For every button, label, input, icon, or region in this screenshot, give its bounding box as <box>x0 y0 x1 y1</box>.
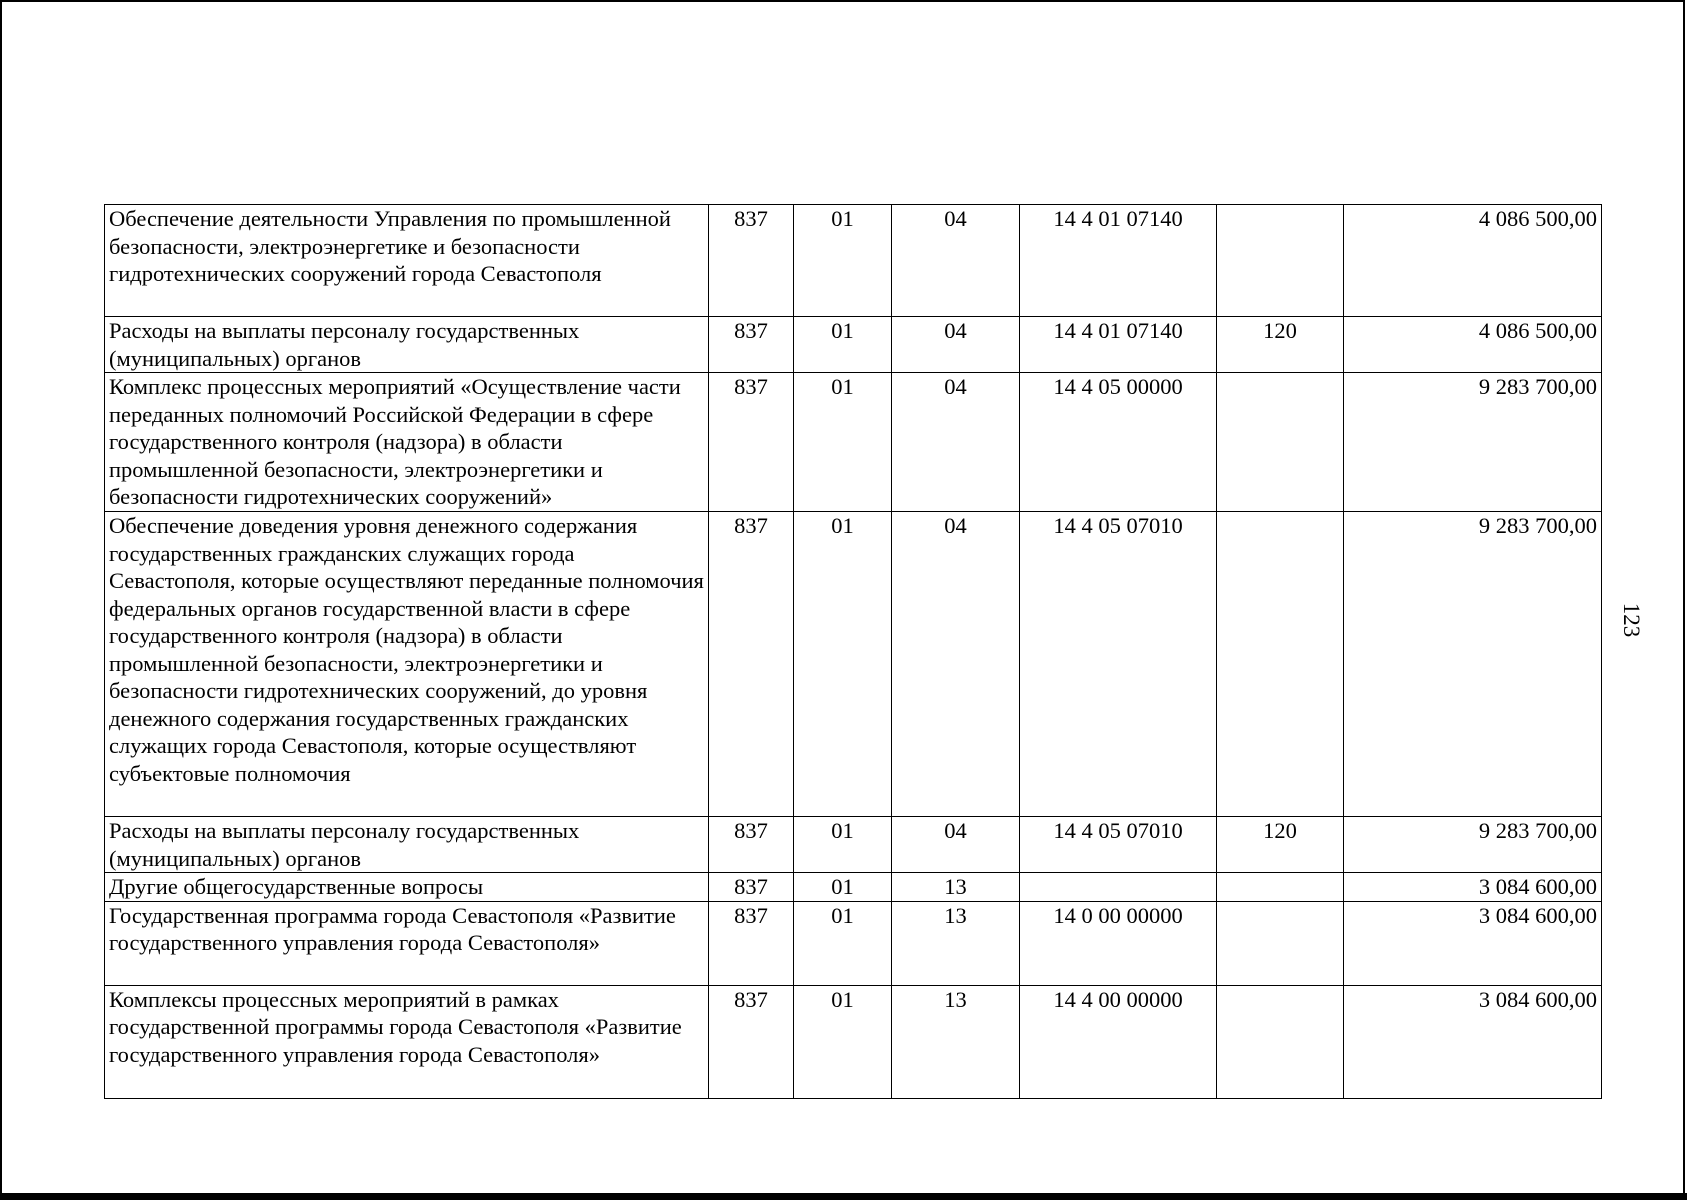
department-code: 837 <box>709 317 794 373</box>
expense-type-code <box>1217 985 1344 1098</box>
subsection-code: 04 <box>892 317 1020 373</box>
department-code: 837 <box>709 985 794 1098</box>
expense-type-code <box>1217 873 1344 902</box>
table-row <box>105 317 1602 373</box>
amount: 4 086 500,00 <box>1344 317 1602 373</box>
section-code: 01 <box>794 205 892 317</box>
table-row <box>105 205 1602 317</box>
target-article-code <box>1020 873 1217 902</box>
department-code: 837 <box>709 873 794 902</box>
target-article-code: 14 4 01 07140 <box>1020 317 1217 373</box>
subsection-code: 04 <box>892 205 1020 317</box>
target-article-code: 14 4 05 07010 <box>1020 512 1217 817</box>
subsection-code: 04 <box>892 512 1020 817</box>
amount: 9 283 700,00 <box>1344 373 1602 512</box>
department-code: 837 <box>709 373 794 512</box>
amount: 4 086 500,00 <box>1344 205 1602 317</box>
row-name: Обеспечение деятельности Управления по промышленной безопасности, электроэнергетике и безопасности гидротехнических сооружений города Севастополя <box>105 205 709 317</box>
expense-type-code: 120 <box>1217 317 1344 373</box>
row-name: Комплексы процессных мероприятий в рамках государственной программы города Севастополя «Развитие государственного управления города Севастополя» <box>105 985 709 1098</box>
table-row <box>105 373 1602 512</box>
amount: 3 084 600,00 <box>1344 901 1602 985</box>
expense-type-code <box>1217 901 1344 985</box>
table-row <box>105 817 1602 873</box>
row-name: Другие общегосударственные вопросы <box>105 873 709 902</box>
target-article-code: 14 4 05 00000 <box>1020 373 1217 512</box>
target-article-code: 14 4 01 07140 <box>1020 205 1217 317</box>
table-row <box>105 985 1602 1098</box>
expense-type-code <box>1217 512 1344 817</box>
page-number: 123 <box>1619 602 1644 638</box>
expense-type-code: 120 <box>1217 817 1344 873</box>
amount: 9 283 700,00 <box>1344 512 1602 817</box>
section-code: 01 <box>794 817 892 873</box>
expense-type-code <box>1217 373 1344 512</box>
section-code: 01 <box>794 317 892 373</box>
budget-table <box>104 204 1602 1099</box>
page-bottom-edge <box>0 1193 1687 1200</box>
amount: 9 283 700,00 <box>1344 817 1602 873</box>
table-row <box>105 901 1602 985</box>
target-article-code: 14 0 00 00000 <box>1020 901 1217 985</box>
expense-type-code <box>1217 205 1344 317</box>
section-code: 01 <box>794 512 892 817</box>
table-row <box>105 873 1602 902</box>
department-code: 837 <box>709 817 794 873</box>
row-name: Расходы на выплаты персоналу государственных (муниципальных) органов <box>105 317 709 373</box>
department-code: 837 <box>709 205 794 317</box>
table-row <box>105 512 1602 817</box>
target-article-code: 14 4 05 07010 <box>1020 817 1217 873</box>
row-name: Государственная программа города Севастополя «Развитие государственного управления города Севастополя» <box>105 901 709 985</box>
target-article-code: 14 4 00 00000 <box>1020 985 1217 1098</box>
section-code: 01 <box>794 873 892 902</box>
department-code: 837 <box>709 901 794 985</box>
subsection-code: 13 <box>892 985 1020 1098</box>
subsection-code: 13 <box>892 873 1020 902</box>
section-code: 01 <box>794 901 892 985</box>
amount: 3 084 600,00 <box>1344 873 1602 902</box>
row-name: Комплекс процессных мероприятий «Осуществление части переданных полномочий Российской Федерации в сфере государственного контроля (надзора) в области промышленной безопасности, электроэнергетики и безопасности гидротехнических сооружений» <box>105 373 709 512</box>
subsection-code: 13 <box>892 901 1020 985</box>
section-code: 01 <box>794 373 892 512</box>
amount: 3 084 600,00 <box>1344 985 1602 1098</box>
section-code: 01 <box>794 985 892 1098</box>
row-name: Расходы на выплаты персоналу государственных (муниципальных) органов <box>105 817 709 873</box>
row-name: Обеспечение доведения уровня денежного содержания государственных гражданских служащих города Севастополя, которые осуществляют переданные полномочия федеральных органов государственной власти в сфере государственного контроля (надзора) в области промышленной безопасности, электроэнергетики и безопасности гидротехнических сооружений, до уровня денежного содержания государственных гражданских служащих города Севастополя, которые осуществляют субъектовые полномочия <box>105 512 709 817</box>
subsection-code: 04 <box>892 373 1020 512</box>
subsection-code: 04 <box>892 817 1020 873</box>
department-code: 837 <box>709 512 794 817</box>
